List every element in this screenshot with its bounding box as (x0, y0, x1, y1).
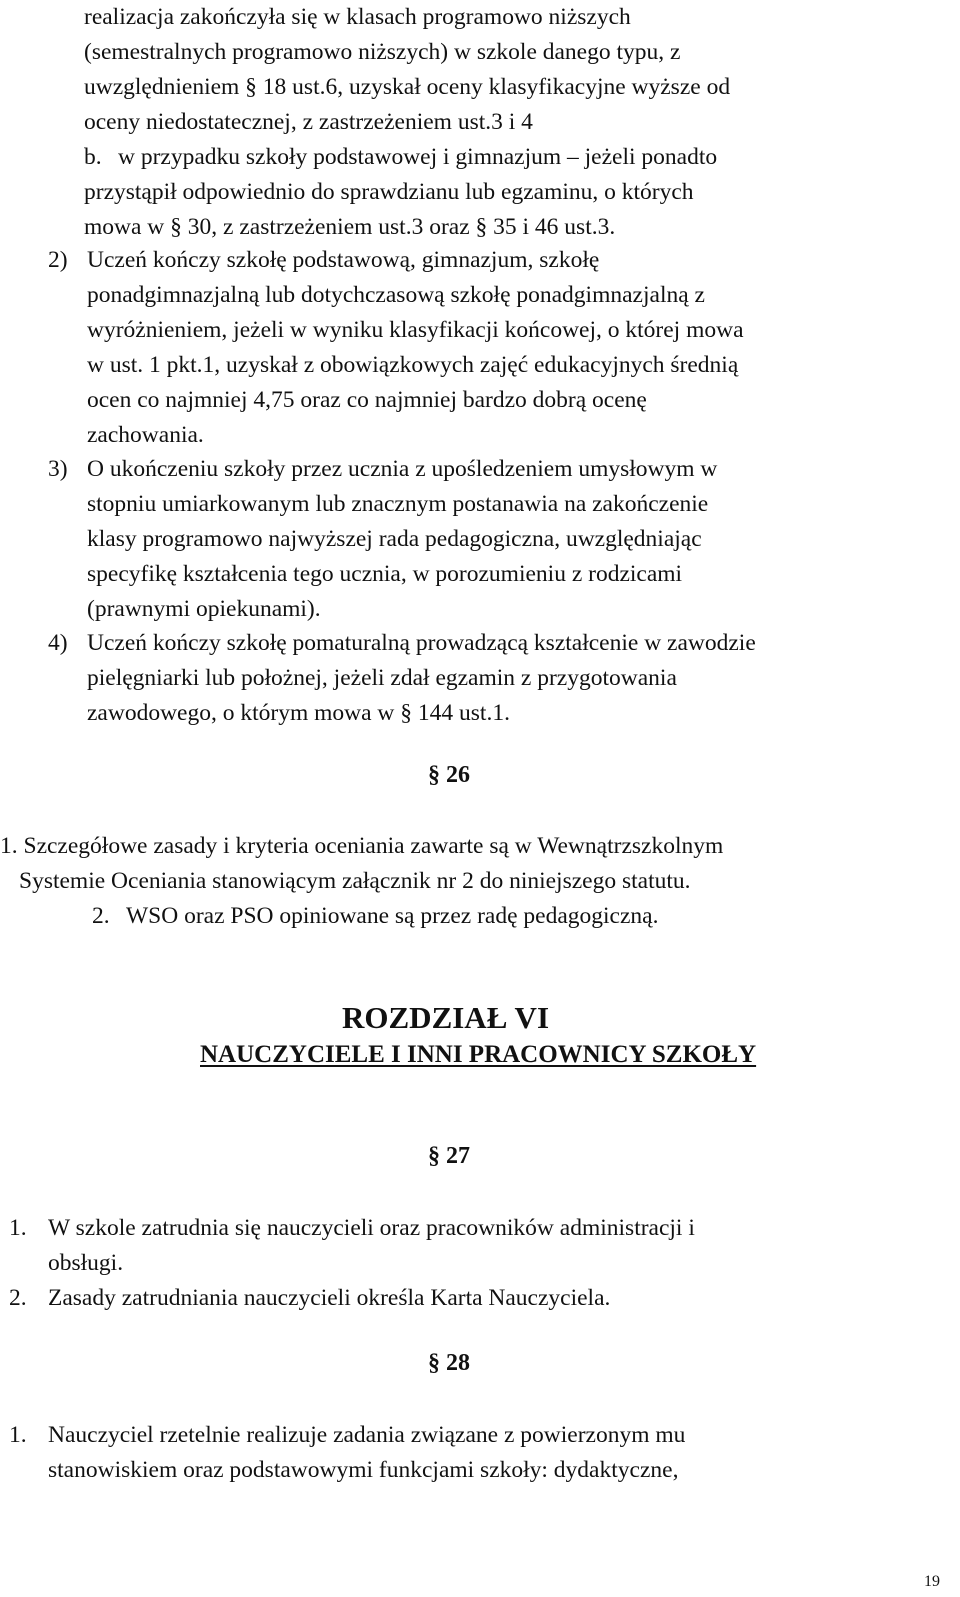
text-line: wyróżnieniem, jeżeli w wyniku klasyfikacji końcowej, o której mowa (87, 317, 744, 343)
text-line: Zasady zatrudniania nauczycieli określa Karta Nauczyciela. (48, 1285, 611, 1311)
text-line: Systemie Oceniania stanowiącym załącznik nr 2 do niniejszego statutu. (19, 868, 691, 894)
text-line: 1. Szczegółowe zasady i kryteria oceniania zawarte są w Wewnątrzszkolnym (0, 833, 724, 859)
text-line: klasy programowo najwyższej rada pedagogiczna, uwzględniając (87, 526, 702, 552)
text-line: Uczeń kończy szkołę pomaturalną prowadzącą kształcenie w zawodzie (87, 630, 756, 656)
text-line: obsługi. (48, 1250, 124, 1276)
text-line: WSO oraz PSO opiniowane są przez radę pedagogiczną. (126, 903, 659, 929)
chapter-title: ROZDZIAŁ VI (342, 1000, 550, 1035)
list-marker: 1. (9, 1422, 27, 1448)
text-line: specyfikę kształcenia tego ucznia, w porozumieniu z rodzicami (87, 561, 683, 587)
text-line: stanowiskiem oraz podstawowymi funkcjami szkoły: dydaktyczne, (48, 1457, 679, 1483)
list-marker: 1. (9, 1215, 27, 1241)
text-line: W szkole zatrudnia się nauczycieli oraz pracowników administracji i (48, 1215, 695, 1241)
text-line: ocen co najmniej 4,75 oraz co najmniej bardzo dobrą ocenę (87, 387, 647, 413)
text-line: zawodowego, o którym mowa w § 144 ust.1. (87, 700, 510, 726)
page-number: 19 (924, 1573, 940, 1590)
text-line: stopniu umiarkowanym lub znacznym postanawia na zakończenie (87, 491, 709, 517)
text-line: realizacja zakończyła się w klasach programowo niższych (84, 4, 631, 30)
list-marker: 4) (48, 630, 68, 656)
text-line: oceny niedostatecznej, z zastrzeżeniem ust.3 i 4 (84, 109, 533, 135)
list-marker: 2. (92, 903, 110, 929)
chapter-subtitle: NAUCZYCIELE I INNI PRACOWNICY SZKOŁY (200, 1041, 757, 1068)
section-heading: § 27 (428, 1143, 470, 1169)
text-line: zachowania. (87, 422, 204, 448)
text-line: Nauczyciel rzetelnie realizuje zadania związane z powierzonym mu (48, 1422, 686, 1448)
list-marker: 2) (48, 247, 68, 273)
text-line: O ukończeniu szkoły przez ucznia z upośledzeniem umysłowym w (87, 456, 718, 482)
text-line: ponadgimnazjalną lub dotychczasową szkołę ponadgimnazjalną z (87, 282, 705, 308)
text-line: Uczeń kończy szkołę podstawową, gimnazjum, szkołę (87, 247, 600, 273)
text-line: (semestralnych programowo niższych) w szkole danego typu, z (84, 39, 681, 65)
section-heading: § 28 (428, 1350, 470, 1376)
text-line: w przypadku szkoły podstawowej i gimnazjum – jeżeli ponadto (118, 144, 718, 170)
text-line: uwzględnieniem § 18 ust.6, uzyskał oceny klasyfikacyjne wyższe od (84, 74, 731, 100)
text-line: mowa w § 30, z zastrzeżeniem ust.3 oraz § 35 i 46 ust.3. (84, 214, 616, 240)
section-heading: § 26 (428, 762, 470, 788)
list-marker: 3) (48, 456, 68, 482)
text-line: pielęgniarki lub położnej, jeżeli zdał egzamin z przygotowania (87, 665, 677, 691)
text-line: przystąpił odpowiednio do sprawdzianu lub egzaminu, o których (84, 179, 694, 205)
text-line: (prawnymi opiekunami). (87, 596, 321, 622)
list-marker: b. (84, 144, 102, 170)
text-line: w ust. 1 pkt.1, uzyskał z obowiązkowych zajęć edukacyjnych średnią (87, 352, 739, 378)
list-marker: 2. (9, 1285, 27, 1311)
